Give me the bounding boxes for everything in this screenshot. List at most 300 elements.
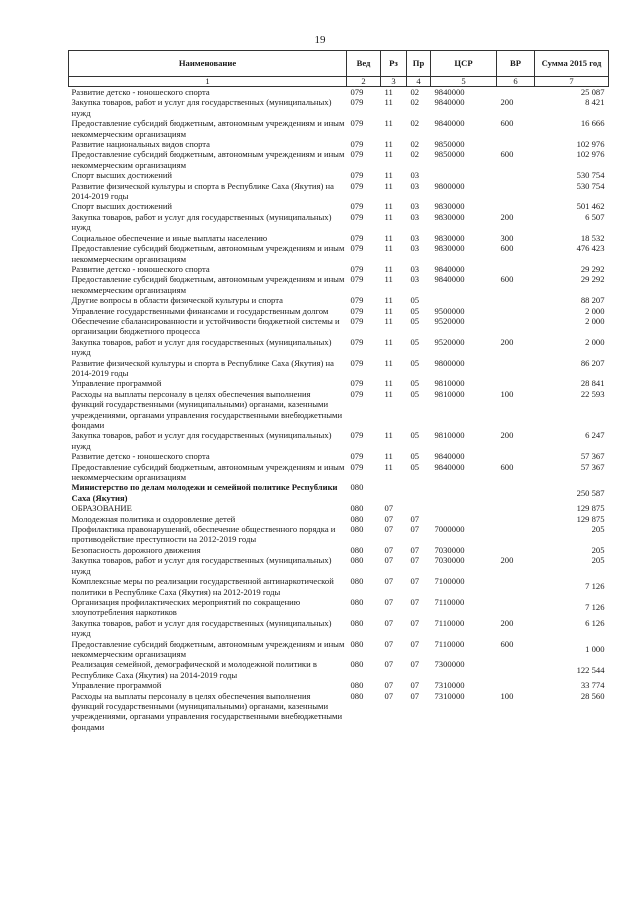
cell-sum: 530 754 [576, 180, 605, 191]
cell-name: Развитие физической культуры и спорта в Республике Саха (Якутия) на 2014-2019 годы [71, 180, 334, 202]
cell-name: Предоставление субсидий бюджетным, автономным учреждениям и иным некоммерческим организациям [71, 274, 345, 295]
cell-pr: 05 [410, 295, 420, 306]
cell-ved: 079 [350, 243, 364, 254]
cell-name: Молодежная политика и оздоровление детей [71, 513, 236, 524]
cell-rz: 07 [384, 659, 394, 670]
cell-sum: 7 126 [585, 602, 605, 613]
cell-name: Организация профилактических мероприятий по сокращению злоупотребления наркотиков [71, 596, 301, 618]
table-row [69, 514, 609, 524]
cell-sum: 129 875 [576, 503, 605, 514]
table-row [69, 545, 609, 555]
cell-rz: 07 [384, 690, 394, 701]
cell-vr: 200 [500, 211, 514, 222]
cell-sum: 18 532 [580, 232, 605, 243]
cell-rz: 11 [384, 243, 393, 254]
cell-sum: 22 593 [580, 388, 605, 399]
table-row [69, 170, 609, 180]
table-row [69, 97, 609, 118]
table-header [69, 51, 609, 87]
table-row [69, 358, 609, 379]
cell-pr: 05 [410, 305, 420, 316]
table-row [69, 576, 609, 597]
cell-ved: 080 [350, 513, 364, 524]
cell-sum: 6 507 [585, 211, 605, 222]
cell-sum: 102 976 [576, 149, 605, 160]
cell-ved: 080 [350, 524, 364, 535]
cell-csr: 9830000 [434, 243, 465, 254]
cell-sum: 1 000 [585, 643, 605, 654]
cell-vr [497, 201, 535, 211]
cell-sum: 2 000 [585, 315, 605, 326]
cell-sum: 2 000 [585, 305, 605, 316]
cell-name: Предоставление субсидий бюджетным, автономным учреждениям и иным некоммерческим организациям [71, 118, 345, 139]
cell-csr: 9810000 [434, 430, 465, 441]
cell-rz: 07 [384, 503, 394, 514]
cell-ved: 080 [350, 544, 364, 555]
cell-vr [497, 514, 535, 524]
cell-pr: 07 [410, 513, 420, 524]
cell-ved: 080 [350, 659, 364, 670]
colnum-6: 6 [497, 77, 535, 87]
cell-name: Профилактика правонарушений, обеспечение общественного порядка и противодействие преступности на 2012-2019 годы [71, 524, 336, 545]
cell-rz: 11 [384, 357, 393, 368]
cell-csr: 9830000 [434, 232, 465, 243]
cell-sum: 205 [591, 555, 605, 566]
table-row [69, 139, 609, 149]
cell-ved: 079 [350, 170, 364, 181]
cell-rz: 11 [384, 97, 393, 108]
cell-csr: 7110000 [434, 638, 465, 649]
table-row [69, 212, 609, 233]
cell-rz: 11 [384, 180, 393, 191]
cell-ved: 080 [350, 482, 364, 493]
cell-csr: 9850000 [434, 139, 465, 150]
table-row [69, 181, 609, 202]
cell-csr: 9840000 [434, 461, 465, 472]
table-row [69, 201, 609, 211]
cell-ved: 079 [350, 461, 364, 472]
cell-name: Комплексные меры по реализации государственной антинаркотической политики в Республике Саха (Якутия) на 2012-2019 годы [71, 576, 334, 597]
cell-vr [497, 170, 535, 180]
cell-sum: 2 000 [585, 336, 605, 347]
cell-sum: 28 560 [580, 690, 605, 701]
cell-rz: 07 [384, 617, 394, 628]
cell-ved: 079 [350, 180, 364, 191]
cell-vr [497, 451, 535, 461]
cell-pr: 03 [410, 170, 420, 181]
table-row [69, 149, 609, 170]
cell-sum: 57 367 [580, 461, 605, 472]
cell-vr [497, 659, 535, 680]
cell-vr [497, 306, 535, 316]
cell-sum: 33 774 [580, 680, 605, 691]
cell-rz: 11 [384, 274, 393, 285]
cell-pr: 02 [410, 118, 420, 129]
cell-sum: 476 423 [576, 243, 605, 254]
cell-name: Спорт высших достижений [71, 170, 173, 181]
colnum-5: 5 [431, 77, 497, 87]
cell-sum: 6 126 [585, 617, 605, 628]
cell-csr [431, 503, 497, 513]
cell-rz: 11 [384, 87, 393, 97]
table-row [69, 274, 609, 295]
header-rz: Рз [381, 51, 407, 77]
cell-vr: 600 [500, 638, 514, 649]
cell-pr: 03 [410, 211, 420, 222]
cell-ved: 080 [350, 503, 364, 514]
cell-rz: 11 [384, 149, 393, 160]
cell-ved: 080 [350, 680, 364, 691]
cell-ved: 079 [350, 357, 364, 368]
cell-name: Предоставление субсидий бюджетным, автономным учреждениям и иным некоммерческим организациям [71, 149, 345, 170]
cell-pr [407, 503, 431, 513]
cell-csr: 9810000 [434, 378, 465, 389]
cell-sum: 8 421 [585, 97, 605, 108]
cell-csr: 7030000 [434, 544, 465, 555]
cell-rz: 11 [384, 430, 393, 441]
cell-rz: 07 [384, 680, 394, 691]
cell-sum: 129 875 [576, 513, 605, 524]
cell-pr: 02 [410, 87, 420, 97]
table-row [69, 295, 609, 305]
cell-vr: 600 [500, 149, 514, 160]
cell-sum: 16 666 [580, 118, 605, 129]
cell-csr: 9840000 [434, 87, 465, 97]
cell-rz: 07 [384, 513, 394, 524]
cell-ved: 079 [350, 201, 364, 212]
cell-csr: 7300000 [434, 659, 465, 670]
cell-rz: 07 [384, 524, 394, 535]
budget-table [68, 50, 609, 732]
cell-pr: 05 [410, 378, 420, 389]
cell-csr: 7310000 [434, 690, 465, 701]
cell-pr: 03 [410, 274, 420, 285]
header-name: Наименование [69, 51, 347, 77]
cell-ved: 079 [350, 315, 364, 326]
cell-sum: 29 292 [580, 263, 605, 274]
cell-rz: 07 [384, 596, 394, 607]
cell-name: Закупка товаров, работ и услуг для государственных (муниципальных) нужд [71, 430, 332, 451]
cell-vr [497, 295, 535, 305]
cell-pr [407, 482, 431, 503]
cell-ved: 079 [350, 87, 364, 97]
cell-pr: 07 [410, 555, 420, 566]
header-ved: Вед [347, 51, 381, 77]
cell-ved: 079 [350, 336, 364, 347]
cell-vr [497, 87, 535, 98]
cell-name: Реализация семейной, демографической и молодежной политики в Республике Саха (Якутия) на 2014-2019 годы [71, 659, 317, 680]
cell-sum: 102 976 [576, 139, 605, 150]
cell-pr: 07 [410, 544, 420, 555]
cell-pr: 07 [410, 524, 420, 535]
cell-csr [431, 482, 497, 503]
cell-csr [431, 295, 497, 305]
table-row [69, 524, 609, 545]
cell-vr [497, 524, 535, 545]
cell-sum: 88 207 [580, 295, 605, 306]
cell-csr: 9840000 [434, 451, 465, 462]
cell-sum: 25 087 [580, 87, 605, 97]
cell-name: Закупка товаров, работ и услуг для государственных (муниципальных) нужд [71, 555, 332, 576]
cell-vr: 200 [500, 97, 514, 108]
cell-rz: 11 [384, 295, 393, 306]
table-row [69, 503, 609, 513]
cell-rz: 11 [384, 336, 393, 347]
cell-name: Закупка товаров, работ и услуг для государственных (муниципальных) нужд [71, 617, 332, 639]
cell-rz: 11 [384, 139, 393, 150]
table-row [69, 306, 609, 316]
cell-pr: 07 [410, 659, 420, 670]
cell-sum: 7 126 [585, 581, 605, 592]
cell-vr: 200 [500, 336, 514, 347]
cell-name: Управление программой [71, 378, 162, 389]
cell-pr: 02 [410, 139, 420, 150]
cell-vr: 600 [500, 274, 514, 285]
cell-ved: 080 [350, 576, 364, 587]
cell-ved: 079 [350, 451, 364, 462]
cell-pr: 05 [410, 461, 420, 472]
cell-name: Спорт высших достижений [71, 201, 173, 212]
cell-rz: 11 [384, 451, 393, 462]
cell-pr: 07 [410, 680, 420, 691]
cell-csr: 7030000 [434, 555, 465, 566]
cell-csr: 9800000 [434, 180, 465, 191]
cell-csr: 7110000 [434, 617, 465, 628]
cell-csr: 9810000 [434, 388, 465, 399]
cell-pr: 03 [410, 263, 420, 274]
cell-ved: 079 [350, 232, 364, 243]
table-row [69, 243, 609, 264]
header-sum: Сумма 2015 год [535, 51, 609, 77]
cell-vr [497, 597, 535, 618]
cell-vr: 100 [500, 388, 514, 399]
cell-vr: 600 [500, 118, 514, 129]
cell-sum: 205 [591, 544, 605, 555]
cell-name: ОБРАЗОВАНИЕ [71, 503, 132, 514]
cell-vr [497, 181, 535, 202]
table-row [69, 264, 609, 274]
cell-sum: 86 207 [580, 357, 605, 368]
header-pr: Пр [407, 51, 431, 77]
cell-pr: 03 [410, 232, 420, 243]
cell-rz: 11 [384, 170, 393, 181]
cell-rz: 11 [384, 461, 393, 472]
cell-pr: 02 [410, 149, 420, 160]
cell-vr [497, 316, 535, 337]
cell-sum: 29 292 [580, 274, 605, 285]
cell-name: Социальное обеспечение и иные выплаты населению [71, 232, 268, 243]
cell-vr: 200 [500, 430, 514, 441]
cell-ved: 079 [350, 430, 364, 441]
cell-csr: 9830000 [434, 201, 465, 212]
cell-csr: 7000000 [434, 524, 465, 535]
cell-csr: 9500000 [434, 305, 465, 316]
cell-pr: 05 [410, 336, 420, 347]
cell-sum: 57 367 [580, 451, 605, 462]
cell-name: Управление программой [71, 680, 162, 691]
cell-name: Управление государственными финансами и государственным долгом [71, 305, 329, 316]
cell-sum: 530 754 [576, 170, 605, 181]
cell-name: Расходы на выплаты персоналу в целях обеспечения выполнения функций государственными (муниципальными) органами, казенными учреждениями, органами управления государственными внебюджетными фондами [71, 388, 343, 430]
cell-pr: 05 [410, 388, 420, 399]
cell-csr: 7100000 [434, 576, 465, 587]
cell-vr [497, 680, 535, 690]
table-row [69, 639, 609, 660]
colnum-7: 7 [535, 77, 609, 87]
cell-csr: 9840000 [434, 118, 465, 129]
header-vr: ВР [497, 51, 535, 77]
cell-pr: 02 [410, 97, 420, 108]
cell-rz: 07 [384, 544, 394, 555]
cell-ved: 079 [350, 305, 364, 316]
table-row [69, 118, 609, 139]
cell-name: Развитие детско - юношеского спорта [71, 87, 210, 97]
cell-rz: 11 [384, 315, 393, 326]
cell-name: Развитие детско - юношеского спорта [71, 263, 210, 274]
table-row [69, 482, 609, 503]
table-row [69, 233, 609, 243]
table-row [69, 378, 609, 388]
cell-pr: 07 [410, 690, 420, 701]
cell-vr [497, 358, 535, 379]
cell-vr [497, 378, 535, 388]
cell-vr [497, 576, 535, 597]
table-row [69, 597, 609, 618]
cell-ved: 079 [350, 274, 364, 285]
table-row [69, 618, 609, 639]
cell-vr [497, 139, 535, 149]
cell-pr: 05 [410, 357, 420, 368]
cell-vr [497, 503, 535, 513]
cell-pr: 03 [410, 243, 420, 254]
header-csr: ЦСР [431, 51, 497, 77]
cell-ved: 080 [350, 596, 364, 607]
table-row [69, 462, 609, 483]
cell-name: Предоставление субсидий бюджетным, автономным учреждениям и иным некоммерческим организациям [71, 461, 345, 483]
cell-pr: 03 [410, 201, 420, 212]
cell-vr: 600 [500, 461, 514, 472]
cell-csr: 9800000 [434, 357, 465, 368]
cell-vr: 600 [500, 243, 514, 254]
cell-rz: 07 [384, 576, 394, 587]
cell-pr: 03 [410, 180, 420, 191]
cell-ved: 079 [350, 139, 364, 150]
cell-rz: 07 [384, 638, 394, 649]
cell-rz: 11 [384, 305, 393, 316]
cell-rz: 07 [384, 555, 394, 566]
cell-vr [497, 264, 535, 274]
cell-name: Предоставление субсидий бюджетным, автономным учреждениям и иным некоммерческим организациям [71, 638, 345, 659]
cell-ved: 080 [350, 690, 364, 701]
cell-ved: 079 [350, 295, 364, 306]
cell-vr: 200 [500, 555, 514, 566]
cell-vr: 300 [500, 232, 514, 243]
cell-name: Другие вопросы в области физической культуры и спорта [71, 295, 283, 306]
cell-rz: 11 [384, 232, 393, 243]
cell-pr: 07 [410, 638, 420, 649]
cell-sum: 501 462 [576, 201, 605, 212]
table-body [69, 87, 609, 733]
cell-name: Закупка товаров, работ и услуг для государственных (муниципальных) нужд [71, 97, 332, 118]
cell-ved: 079 [350, 211, 364, 222]
colnum-2: 2 [347, 77, 381, 87]
table-row [69, 451, 609, 461]
cell-ved: 080 [350, 638, 364, 649]
cell-rz: 11 [384, 201, 393, 212]
cell-csr: 9520000 [434, 336, 465, 347]
cell-ved: 079 [350, 378, 364, 389]
cell-sum: 122 544 [576, 664, 605, 675]
cell-sum: 250 587 [576, 487, 605, 498]
cell-name: Закупка товаров, работ и услуг для государственных (муниципальных) нужд [71, 211, 332, 233]
cell-ved: 079 [350, 388, 364, 399]
cell-csr: 9850000 [434, 149, 465, 160]
cell-rz: 11 [384, 388, 393, 399]
cell-name: Развитие детско - юношеского спорта [71, 451, 210, 462]
cell-csr [431, 170, 497, 180]
cell-sum: 205 [591, 524, 605, 535]
table-row [69, 555, 609, 576]
cell-csr: 9840000 [434, 274, 465, 285]
cell-rz: 11 [384, 118, 393, 129]
cell-pr: 05 [410, 430, 420, 441]
page-number: 19 [314, 34, 326, 46]
colnum-3: 3 [381, 77, 407, 87]
cell-name: Расходы на выплаты персоналу в целях обеспечения выполнения функций государственными (муниципальными) органами, казенными учреждениями, органами управления государственными внебюджетными фондами [71, 690, 343, 732]
table-row [69, 680, 609, 690]
cell-pr: 05 [410, 315, 420, 326]
colnum-4: 4 [407, 77, 431, 87]
cell-csr: 9840000 [434, 97, 465, 108]
cell-csr: 9520000 [434, 315, 465, 326]
cell-ved: 079 [350, 97, 364, 108]
cell-ved: 080 [350, 617, 364, 628]
table-row [69, 316, 609, 337]
cell-rz: 11 [384, 211, 393, 222]
cell-ved: 079 [350, 118, 364, 129]
cell-ved: 079 [350, 263, 364, 274]
cell-csr: 7110000 [434, 596, 465, 607]
cell-vr [497, 482, 535, 503]
cell-ved: 080 [350, 555, 364, 566]
cell-name: Развитие национальных видов спорта [71, 139, 210, 150]
table-row [69, 430, 609, 451]
cell-name: Развитие физической культуры и спорта в Республике Саха (Якутия) на 2014-2019 годы [71, 357, 334, 378]
cell-sum: 6 247 [585, 430, 605, 441]
table-row [69, 691, 609, 733]
cell-pr: 07 [410, 576, 420, 587]
cell-vr [497, 545, 535, 555]
cell-rz: 11 [384, 378, 393, 389]
table-row [69, 87, 609, 98]
cell-csr: 9830000 [434, 211, 465, 222]
cell-pr: 05 [410, 451, 420, 462]
cell-ved: 079 [350, 149, 364, 160]
cell-sum: 28 841 [580, 378, 605, 389]
cell-name: Безопасность дорожного движения [71, 544, 201, 555]
cell-pr: 07 [410, 596, 420, 607]
table-row [69, 659, 609, 680]
cell-pr: 07 [410, 617, 420, 628]
cell-csr: 7310000 [434, 680, 465, 691]
cell-rz [381, 482, 407, 503]
cell-csr: 9840000 [434, 263, 465, 274]
cell-name: Предоставление субсидий бюджетным, автономным учреждениям и иным некоммерческим организациям [71, 243, 345, 264]
cell-name: Министерство по делам молодежи и семейной политике Республики Саха (Якутия) [71, 482, 338, 503]
cell-name: Обеспечение сбалансированности и устойчивости бюджетной системы и организации бюджетного процесса [71, 315, 340, 337]
cell-rz: 11 [384, 263, 393, 274]
cell-vr: 200 [500, 617, 514, 628]
